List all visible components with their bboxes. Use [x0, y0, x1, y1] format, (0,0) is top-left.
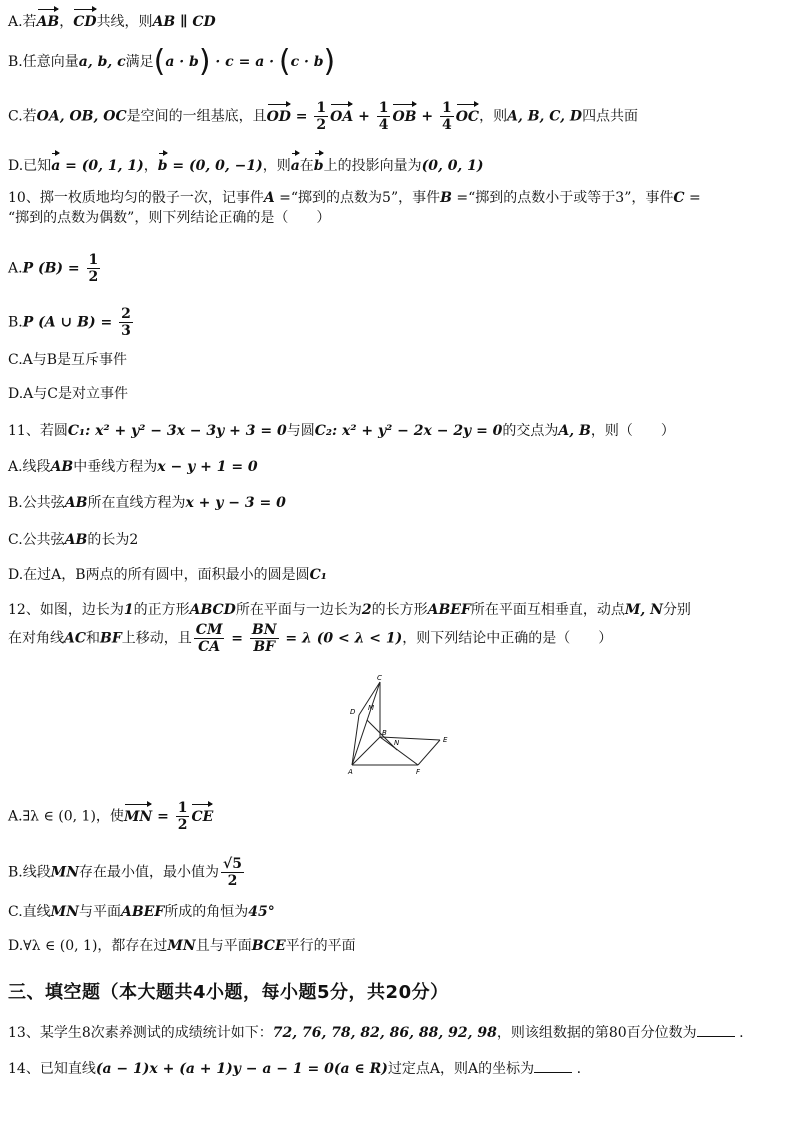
label-e: E [443, 736, 448, 744]
label-b: B [382, 729, 387, 737]
vector-cd: CD [73, 6, 96, 32]
circle-c1: C₁: x² + y² − 3x − 3y + 3 = 0 [67, 423, 287, 439]
q12-option-c: C.直线MN与平面ABEF所成的角恒为45° [8, 904, 275, 920]
line-equation: (a − 1)x + (a + 1)y − a − 1 = 0(a ∈ R) [95, 1061, 388, 1077]
label-f: F [416, 768, 421, 776]
q13: 13、某学生8次素养测试的成绩统计如下：72, 76, 78, 82, 86, 88, 92, 98，则该组数据的第80百分位数为 . [8, 1022, 744, 1043]
circle-c2: C₂: x² + y² − 2x − 2y = 0 [314, 423, 503, 439]
q11-option-a: A.线段AB中垂线方程为x − y + 1 = 0 [8, 459, 258, 475]
q11-option-b: B.公共弦AB所在直线方程为x + y − 3 = 0 [8, 495, 286, 511]
edge-ad [352, 715, 359, 765]
q12-option-d: D.∀λ ∈ (0, 1)，都存在过MN且与平面BCE平行的平面 [8, 938, 356, 954]
vector-ab: AB [37, 6, 60, 32]
q12-stem-line2: 在对角线AC和BF上移动，且 $\frac{CM}{CA}$ = $\frac{BN}{BF}$ = λ (0 < λ < 1)，则下列结论中正确的是（ ） [8, 622, 613, 655]
q9-option-b: B.任意向量a, b, c满足(a · b) · c = a · (c · b) [8, 44, 336, 79]
q9-option-d: D.已知a = (0, 1, 1)，b = (0, 0, −1)，则a在b上的投影向量为(0, 0, 1) [8, 150, 484, 176]
label-c: C [377, 674, 382, 682]
q9-option-a: A.若AB，CD共线，则AB ∥ CD [8, 6, 216, 32]
q10-stem-line1: 10、掷一枚质地均匀的骰子一次，记事件A =“掷到的点数为5”，事件B =“掷到的点数小于或等于3”，事件C = [8, 190, 701, 206]
fraction: $\frac{1}{2}$ [316, 100, 327, 133]
q12-stem-line1: 12、如图，边长为1的正方形ABCD所在平面与一边长为2的长方形ABEF所在平面互相垂直，动点M, N分别 [8, 602, 691, 618]
q12-figure [330, 672, 460, 776]
fraction: $\frac{1}{4}$ [378, 100, 389, 133]
q14: 14、已知直线(a − 1)x + (a + 1)y − a − 1 = 0(a ∈ R)过定点A，则A的坐标为 . [8, 1058, 581, 1079]
q9-option-c: C.若OA, OB, OC是空间的一组基底，且OD = $\frac{1}{2}$ OA + $\frac{1}{4}$ OB + $\frac{1}{4}$ OC，则A, B, C, D四点共面 [8, 100, 639, 133]
edge-be [380, 737, 440, 740]
diagonal-ac [352, 682, 380, 765]
q12-option-b: B.线段MN存在最小值，最小值为 $\frac{√5}{2}$ [8, 856, 242, 889]
label-n: N [394, 739, 400, 747]
score-data: 72, 76, 78, 82, 86, 88, 92, 98 [272, 1025, 497, 1041]
basis-vectors: OA, OB, OC [36, 108, 127, 125]
q11-option-c: C.公共弦AB的长为2 [8, 532, 139, 548]
option-label: A.若 [8, 14, 37, 30]
q10-option-d: D.A与C是对立事件 [8, 386, 128, 402]
q11-stem: 11、若圆C₁: x² + y² − 3x − 3y + 3 = 0与圆C₂: x² + y² − 2x − 2y = 0的交点为A, B，则（ ） [8, 423, 675, 439]
label-m: M [368, 704, 375, 712]
answer-blank[interactable] [534, 1058, 572, 1073]
q11-option-d: D.在过A，B两点的所有圆中，面积最小的圆是圆C₁ [8, 567, 327, 583]
q10-stem-line2: “掷到的点数为偶数”，则下列结论正确的是（ ） [8, 210, 331, 226]
q12-option-a: A.∃λ ∈ (0, 1)，使MN = $\frac{1}{2}$ CE [8, 800, 214, 833]
parallel-relation: AB ∥ CD [152, 14, 216, 30]
edge-fe [418, 740, 440, 765]
label-a: A [348, 768, 353, 776]
vectors-abc: a, b, c [78, 54, 126, 70]
q10-option-a: A.P (B) = $\frac{1}{2}$ [8, 252, 99, 285]
q10-option-b: B.P (A ∪ B) = $\frac{2}{3}$ [8, 306, 131, 339]
fraction: $\frac{1}{4}$ [441, 100, 452, 133]
answer-blank[interactable] [697, 1022, 735, 1037]
section-heading: 三、填空题（本大题共4小题，每小题5分，共20分） [8, 982, 449, 1003]
label-d: D [350, 708, 356, 716]
q10-option-c: C.A与B是互斥事件 [8, 352, 128, 368]
